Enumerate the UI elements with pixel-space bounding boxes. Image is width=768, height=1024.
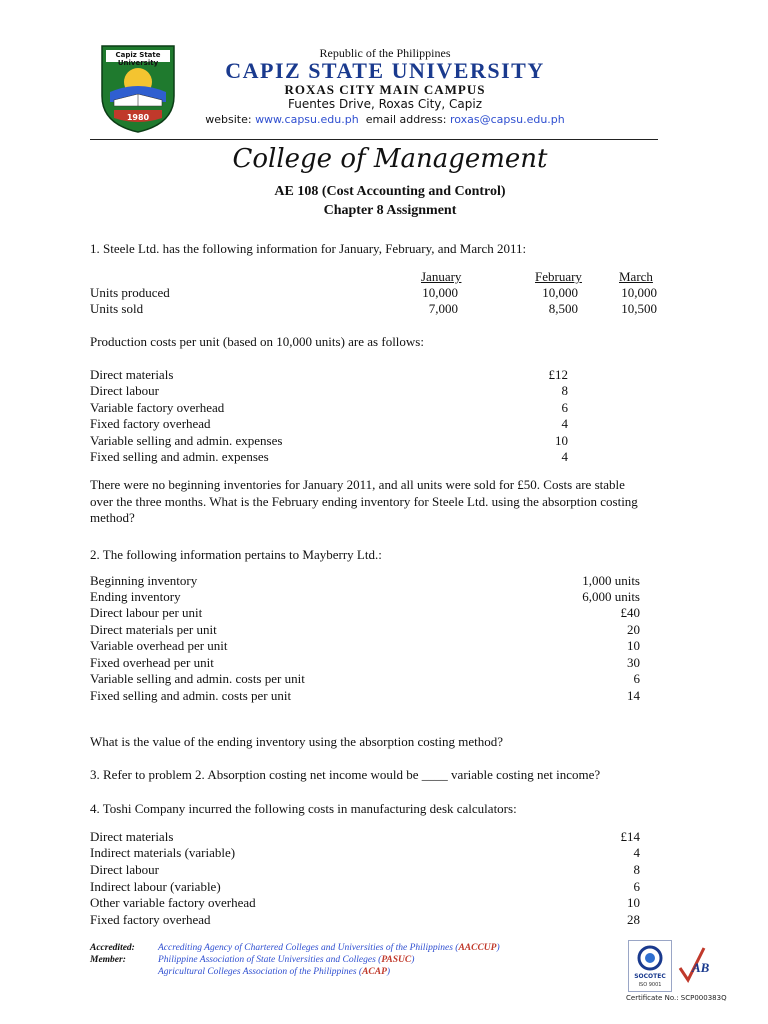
- org-close: ): [496, 943, 500, 953]
- q2-label: Variable selling and admin. costs per unit: [90, 671, 305, 686]
- q1-row-label: Units produced: [90, 285, 170, 300]
- q1-cell: 10,500: [621, 301, 657, 316]
- university-name: CAPIZ STATE UNIVERSITY: [225, 58, 545, 83]
- q1-month: March: [619, 269, 653, 284]
- campus-name: ROXAS CITY MAIN CAMPUS: [284, 82, 486, 97]
- q2-label: Direct materials per unit: [90, 622, 217, 637]
- q2-value: 6,000 units: [582, 589, 640, 604]
- cost-label: Variable factory overhead: [90, 400, 225, 415]
- q2-label: Variable overhead per unit: [90, 638, 228, 653]
- q1-intro: 1. Steele Ltd. has the following information for January, February, and March 2011:: [90, 241, 527, 256]
- website-label: website:: [205, 113, 252, 126]
- cost-value: 8: [561, 383, 568, 398]
- socotec-badge: [628, 940, 672, 992]
- q3-text: 3. Refer to problem 2. Absorption costing net income would be ____ variable costing net income?: [90, 767, 601, 782]
- chapter-title: Chapter 8 Assignment: [323, 203, 457, 218]
- college-title: College of Management: [232, 144, 548, 174]
- member-label: Member:: [90, 955, 126, 965]
- q1-question-line: method?: [90, 510, 135, 525]
- header-rule: [90, 139, 658, 140]
- cost-value: 4: [561, 449, 568, 464]
- q4-label: Indirect materials (variable): [90, 845, 236, 860]
- org-abbr: PASUC: [381, 955, 412, 965]
- q1-cell: 7,000: [428, 301, 458, 316]
- q2-label: Fixed overhead per unit: [90, 655, 214, 670]
- q1-row-label: Units sold: [90, 301, 144, 316]
- q4-value: 10: [627, 895, 640, 910]
- website-link[interactable]: www.capsu.edu.ph: [255, 113, 359, 126]
- org-name: Philippine Association of State Universities and Colleges (: [158, 955, 382, 965]
- logo-text: Capiz State University: [115, 51, 161, 67]
- q2-value: 1,000 units: [582, 573, 640, 588]
- logo-year: 1980: [126, 113, 150, 122]
- cost-value: 4: [561, 416, 568, 431]
- q1-cell: 10,000: [542, 285, 578, 300]
- q4-label: Direct materials: [90, 829, 174, 844]
- q2-value: £40: [620, 605, 640, 620]
- org-name: Agricultural Colleges Association of the Philippines (: [158, 967, 363, 977]
- footer-org-line: [158, 954, 414, 966]
- q1-cell: 8,500: [548, 301, 578, 316]
- q4-value: 28: [627, 912, 640, 927]
- cost-value: 10: [555, 433, 568, 448]
- cost-value: 6: [561, 400, 568, 415]
- email-link[interactable]: roxas@capsu.edu.ph: [449, 113, 565, 126]
- contact-line: [180, 113, 590, 126]
- footer-org-line: [158, 942, 500, 954]
- cost-value: £12: [548, 367, 568, 382]
- q2-intro: 2. The following information pertains to Mayberry Ltd.:: [90, 547, 382, 562]
- badge2-label: AB: [692, 960, 710, 975]
- q1-question-line: over the three months. What is the February ending inventory for Steele Ltd. using the absorption costing: [90, 494, 638, 509]
- course-title: AE 108 (Cost Accounting and Control): [274, 184, 506, 199]
- q2-value: 14: [627, 688, 640, 703]
- q4-value: 4: [633, 845, 640, 860]
- q1-cell: 10,000: [422, 285, 458, 300]
- q1-cell: 10,000: [621, 285, 657, 300]
- q2-value: 6: [633, 671, 640, 686]
- org-abbr: AACCUP: [458, 943, 497, 953]
- republic-line: Republic of the Philippines: [319, 46, 451, 60]
- q2-value: 20: [627, 622, 640, 637]
- q2-value: 30: [627, 655, 640, 670]
- org-close: ): [386, 967, 391, 977]
- q2-label: Fixed selling and admin. costs per unit: [90, 688, 292, 703]
- q1-question-line: There were no beginning inventories for January 2011, and all units were sold for £50. Costs are stable: [90, 477, 625, 492]
- q4-label: Fixed factory overhead: [90, 912, 211, 927]
- q1-costs-intro: Production costs per unit (based on 10,000 units) are as follows:: [90, 334, 424, 349]
- cost-label: Fixed factory overhead: [90, 416, 211, 431]
- q4-label: Other variable factory overhead: [90, 895, 256, 910]
- q4-label: Direct labour: [90, 862, 159, 877]
- q1-month: February: [535, 269, 582, 284]
- q2-label: Beginning inventory: [90, 573, 198, 588]
- badge1-sub: ISO 9001: [638, 982, 662, 988]
- address: Fuentes Drive, Roxas City, Capiz: [287, 97, 483, 111]
- q4-value: £14: [620, 829, 640, 844]
- org-abbr: ACAP: [362, 967, 387, 977]
- certificate-number: Certificate No.: SCP000383Q: [626, 994, 727, 1002]
- cost-label: Fixed selling and admin. expenses: [90, 449, 269, 464]
- badge1-label: SOCOTEC: [634, 973, 666, 980]
- q2-label: Direct labour per unit: [90, 605, 203, 620]
- q2-label: Ending inventory: [90, 589, 181, 604]
- pab-badge: [674, 940, 718, 990]
- email-label: email address:: [365, 113, 447, 126]
- cost-label: Direct materials: [90, 367, 174, 382]
- q4-label: Indirect labour (variable): [90, 879, 221, 894]
- q4-value: 8: [633, 862, 640, 877]
- q1-month: January: [421, 269, 462, 284]
- footer-org-line: [158, 966, 390, 978]
- q4-value: 6: [633, 879, 640, 894]
- accredited-label: Accredited:: [90, 943, 135, 953]
- q2-value: 10: [627, 638, 640, 653]
- cost-label: Variable selling and admin. expenses: [90, 433, 283, 448]
- org-close: ): [411, 955, 415, 965]
- org-name: Accrediting Agency of Chartered Colleges and Universities of the Philippines (: [158, 943, 459, 953]
- cost-label: Direct labour: [90, 383, 159, 398]
- q4-intro: 4. Toshi Company incurred the following costs in manufacturing desk calculators:: [90, 801, 517, 816]
- q2-question: What is the value of the ending inventory using the absorption costing method?: [90, 734, 504, 749]
